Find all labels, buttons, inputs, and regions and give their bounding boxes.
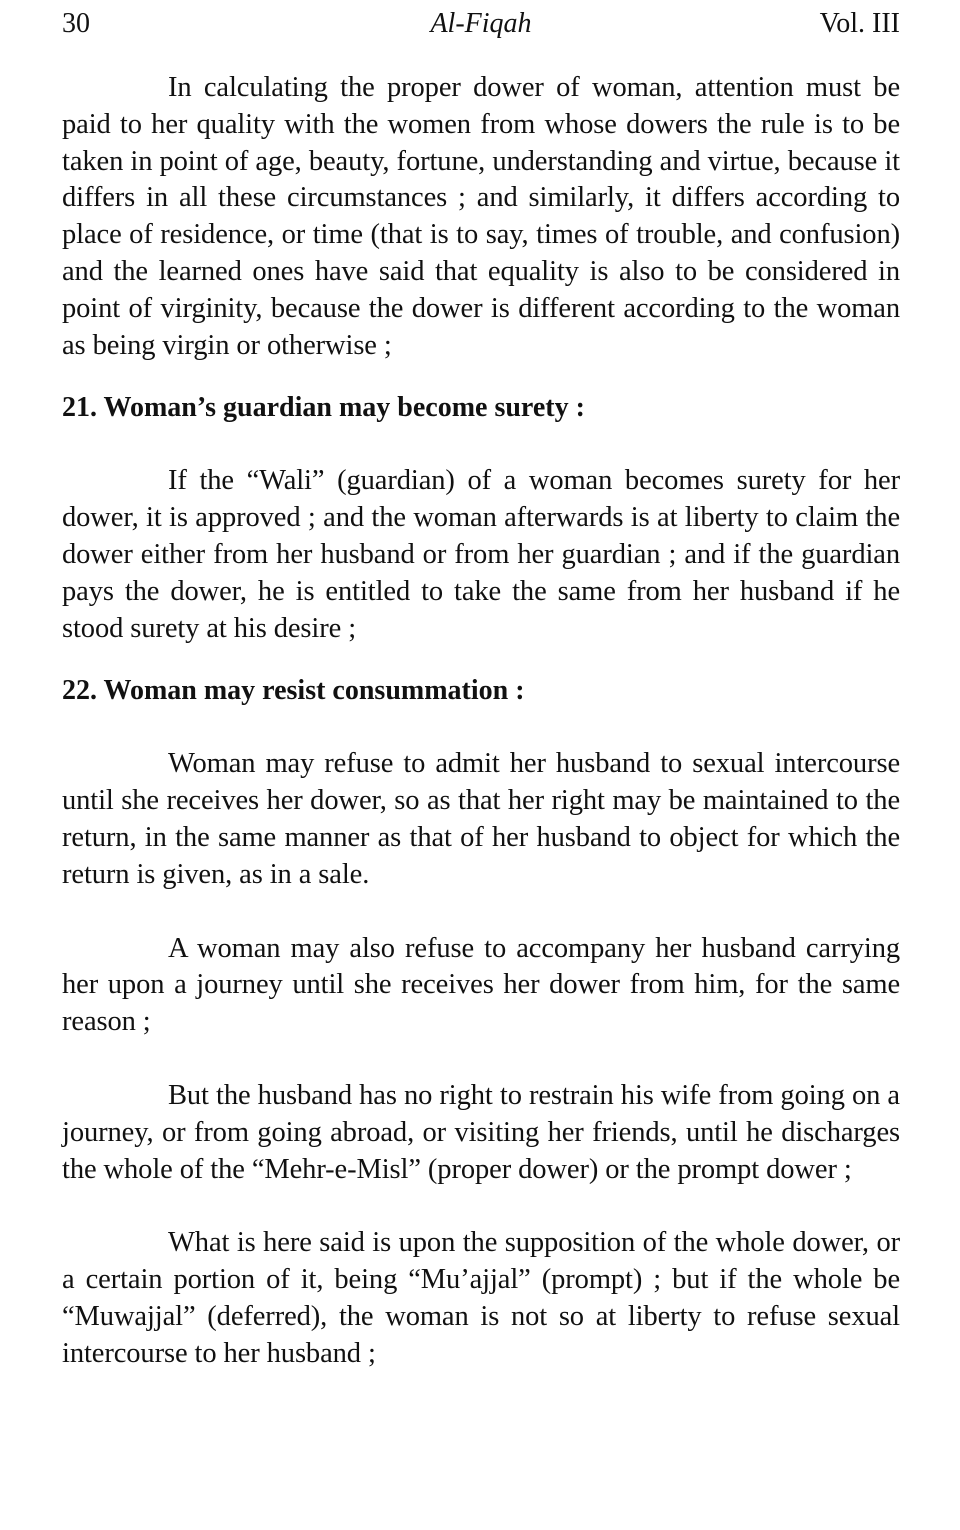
paragraph-refuse-journey: A woman may also refuse to accompany her husband carrying her upon a journey until she receives her dower from him, for the same reason ; bbox=[62, 932, 900, 1038]
paragraph-proper-dower: In calculating the proper dower of woman, attention must be paid to her quality with the women from whose dowers the rule is to be taken in point of age, beauty, fortune, understanding and virtue, because it differs in all these circumstances ; and similarly, it differs according to place of residence, or time (that is to say, times of trouble, and confusion) and the learned ones have said that equality is also to be considered in point of virginity, because the dower is different according to the woman as being virgin or otherwise ; bbox=[62, 72, 900, 361]
running-head bbox=[62, 0, 900, 44]
book-title: Al-Fiqah bbox=[430, 8, 532, 39]
paragraph-prompt-deferred: What is here said is upon the supposition of the whole dower, or a certain portion of it, being “Mu’ajjal” (prompt) ; but if the whole be “Muwajjal” (deferred), the woman is not so at liberty to refuse sexual intercourse to her husband ; bbox=[62, 1227, 900, 1369]
paragraph-refuse-intercourse: Woman may refuse to admit her husband to sexual intercourse until she receives her dower, so as that her right may be maintained to the return, in the same manner as that of her husband to object for which the return is given, as in a sale. bbox=[62, 748, 900, 890]
section-heading-21: 21. Woman’s guardian may become surety : bbox=[62, 392, 585, 424]
section-heading-22: 22. Woman may resist consummation : bbox=[62, 675, 525, 707]
paragraph-husband-restraint: But the husband has no right to restrain his wife from going on a journey, or from going abroad, or visiting her friends, until he discharges the whole of the “Mehr-e-Misl” (proper dower) or the prompt dower ; bbox=[62, 1079, 900, 1185]
page-number: 30 bbox=[62, 8, 90, 39]
book-page bbox=[62, 0, 900, 1373]
volume-label: Vol. III bbox=[819, 8, 900, 39]
paragraph-guardian-surety: If the “Wali” (guardian) of a woman becomes surety for her dower, it is approved ; and the woman afterwards is at liberty to claim the dower either from her husband or from her guardian ; and if the guardian pays the dower, he is entitled to take the same from her husband if he stood surety at his desire ; bbox=[62, 465, 900, 644]
